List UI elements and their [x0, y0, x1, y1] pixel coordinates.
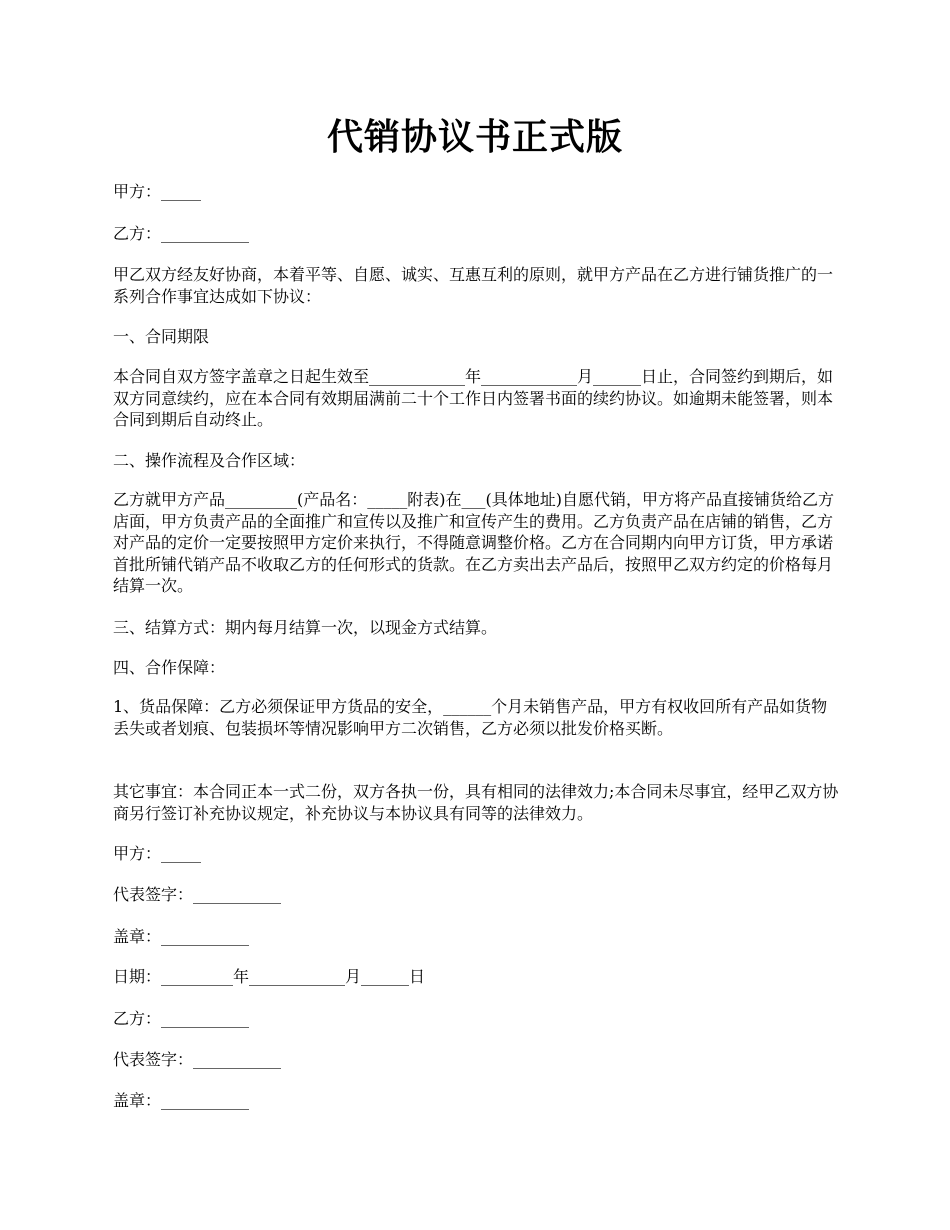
sign-date: 日期：_________年____________月______日: [113, 967, 426, 986]
section-4-item-1: 1、货品保障：乙方必须保证甲方货品的安全，______个月未销售产品，甲方有权收回所有产品如货物丢失或者划痕、包装损坏等情况影响甲方二次销售，乙方必须以批发价格买断。: [113, 697, 828, 738]
sign-seal-a: 盖章：___________: [113, 927, 250, 946]
sign-party-b: 乙方：___________: [113, 1009, 250, 1028]
sign-representative-b: 代表签字：___________: [113, 1050, 282, 1069]
section-2-body: 乙方就甲方产品_________(产品名：_____附表)在___(具体地址)自愿代销，甲方将产品直接铺货给乙方店面，甲方负责产品的全面推广和宣传以及推广和宣传产生的费用。乙方负责产品在店铺的销售，乙方对产品的定价一定要按照甲方定价来执行，不得随意调整价格。乙方在合同期内向甲方订货，甲方承诺首批所铺代销产品不收取乙方的任何形式的货款。在乙方卖出去产品后，按照甲乙双方约定的价格每月结算一次。: [113, 490, 834, 595]
sign-seal-b: 盖章：___________: [113, 1091, 250, 1110]
section-4-heading: 四、合作保障：: [113, 658, 226, 677]
section-1-body: 本合同自双方签字盖章之日起生效至____________年____________月______日止，合同签约到期后，如双方同意续约，应在本合同有效期届满前二十个工作日内签署书面的续约协议。如逾期未能签署，则本合同到期后自动终止。: [113, 367, 834, 429]
intro-paragraph: 甲乙双方经友好协商，本着平等、自愿、诚实、互惠互利的原则，就甲方产品在乙方进行铺货推广的一系列合作事宜达成如下协议：: [113, 265, 834, 306]
sign-party-a: 甲方：_____: [113, 844, 202, 863]
section-1-heading: 一、合同期限: [113, 327, 210, 346]
sign-representative-a: 代表签字：___________: [113, 885, 282, 904]
section-3-line: 三、结算方式：期内每月结算一次，以现金方式结算。: [113, 618, 498, 637]
section-2-heading: 二、操作流程及合作区域：: [113, 451, 306, 470]
party-b-line: 乙方：___________: [113, 224, 250, 243]
party-a-line: 甲方：_____: [113, 182, 202, 201]
document-title: 代销协议书正式版: [326, 116, 623, 158]
other-matters-paragraph: 其它事宜：本合同正本一式二份，双方各执一份，具有相同的法律效力;本合同未尽事宜，经甲乙双方协商另行签订补充协议规定，补充协议与本协议具有同等的法律效力。: [113, 782, 839, 823]
